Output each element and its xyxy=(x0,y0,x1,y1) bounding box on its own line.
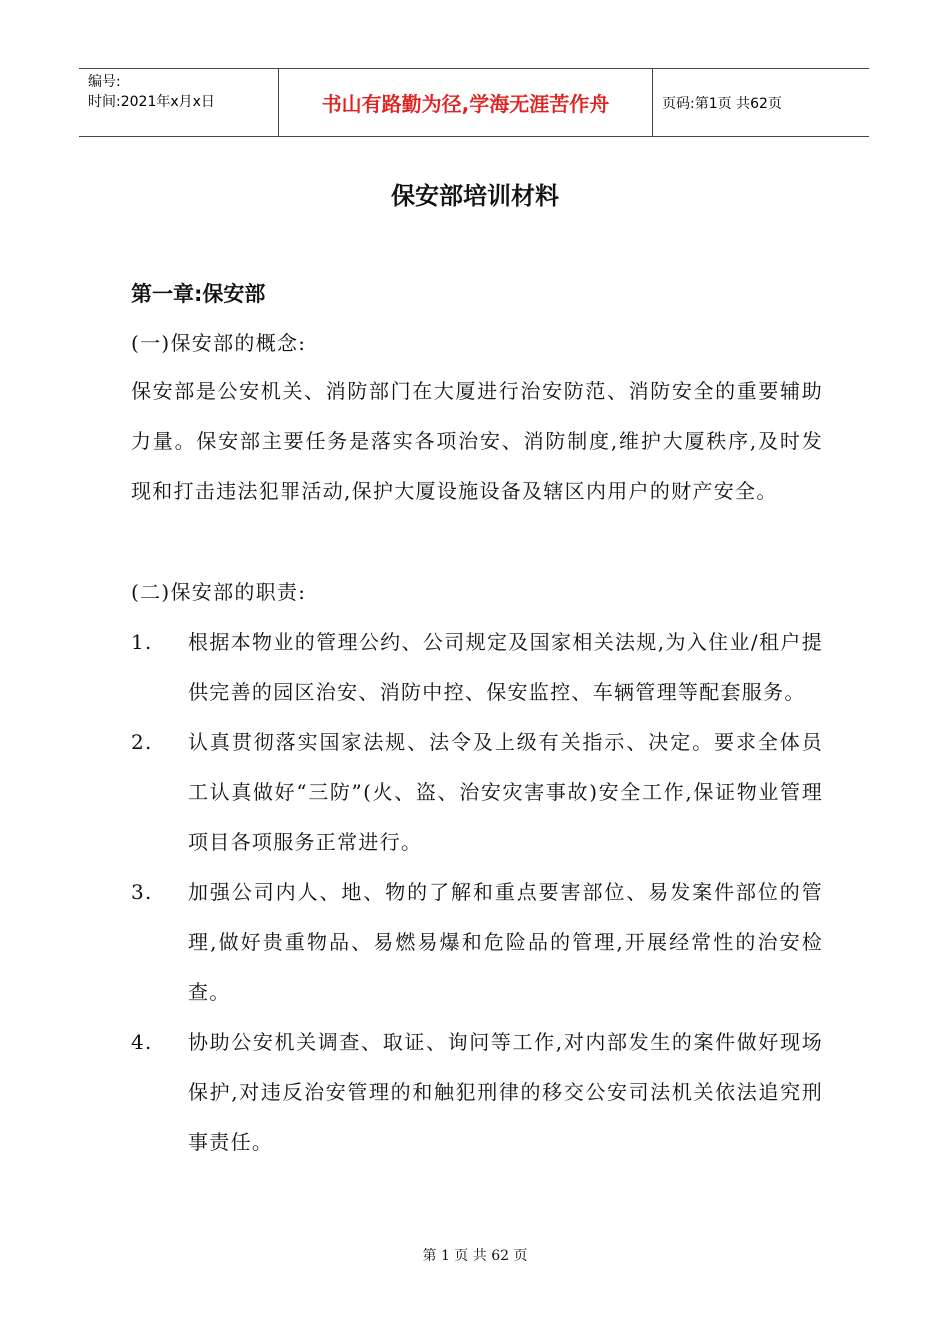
page-footer: 第 1 页 共 62 页 xyxy=(422,1248,528,1264)
list-item xyxy=(131,1017,823,1167)
section-heading-duties: (二)保安部的职责: xyxy=(131,580,307,604)
list-item xyxy=(131,867,823,1017)
list-item-number: 1. xyxy=(131,630,153,654)
duties-list xyxy=(131,617,823,1167)
section-heading-concept: (一)保安部的概念: xyxy=(131,331,307,355)
header-meta xyxy=(79,69,279,136)
list-item xyxy=(131,617,823,717)
header-motto: 书山有路勤为径,学海无涯苦作舟 xyxy=(279,69,653,136)
list-item-number: 4. xyxy=(131,1030,153,1054)
list-item-number: 3. xyxy=(131,880,153,904)
document-time-label: 时间:2021年x月x日 xyxy=(88,94,215,110)
list-item-number: 2. xyxy=(131,730,153,754)
chapter-heading: 第一章:保安部 xyxy=(131,282,266,306)
document-number-label: 编号: xyxy=(88,74,121,90)
list-item-text: 认真贯彻落实国家法规、法令及上级有关指示、决定。要求全体员工认真做好“三防”(火、盗、治安灾害事故)安全工作,保证物业管理项目各项服务正常进行。 xyxy=(188,730,823,854)
list-item-text: 协助公安机关调查、取证、询问等工作,对内部发生的案件做好现场保护,对违反治安管理的和触犯刑律的移交公安司法机关依法追究刑事责任。 xyxy=(188,1030,823,1154)
list-item xyxy=(131,717,823,867)
list-item-text: 加强公司内人、地、物的了解和重点要害部位、易发案件部位的管理,做好贵重物品、易燃易爆和危险品的管理,开展经常性的治安检查。 xyxy=(188,880,823,1004)
page-header xyxy=(79,68,869,137)
section-paragraph-concept: 保安部是公安机关、消防部门在大厦进行治安防范、消防安全的重要辅助力量。保安部主要任务是落实各项治安、消防制度,维护大厦秩序,及时发现和打击违法犯罪活动,保护大厦设施设备及辖区内用户的财产安全。 xyxy=(131,379,823,503)
document-title: 保安部培训材料 xyxy=(391,182,559,210)
list-item-text: 根据本物业的管理公约、公司规定及国家相关法规,为入住业/租户提供完善的园区治安、消防中控、保安监控、车辆管理等配套服务。 xyxy=(188,630,823,704)
header-page-info: 页码:第1页 共62页 xyxy=(662,95,782,112)
